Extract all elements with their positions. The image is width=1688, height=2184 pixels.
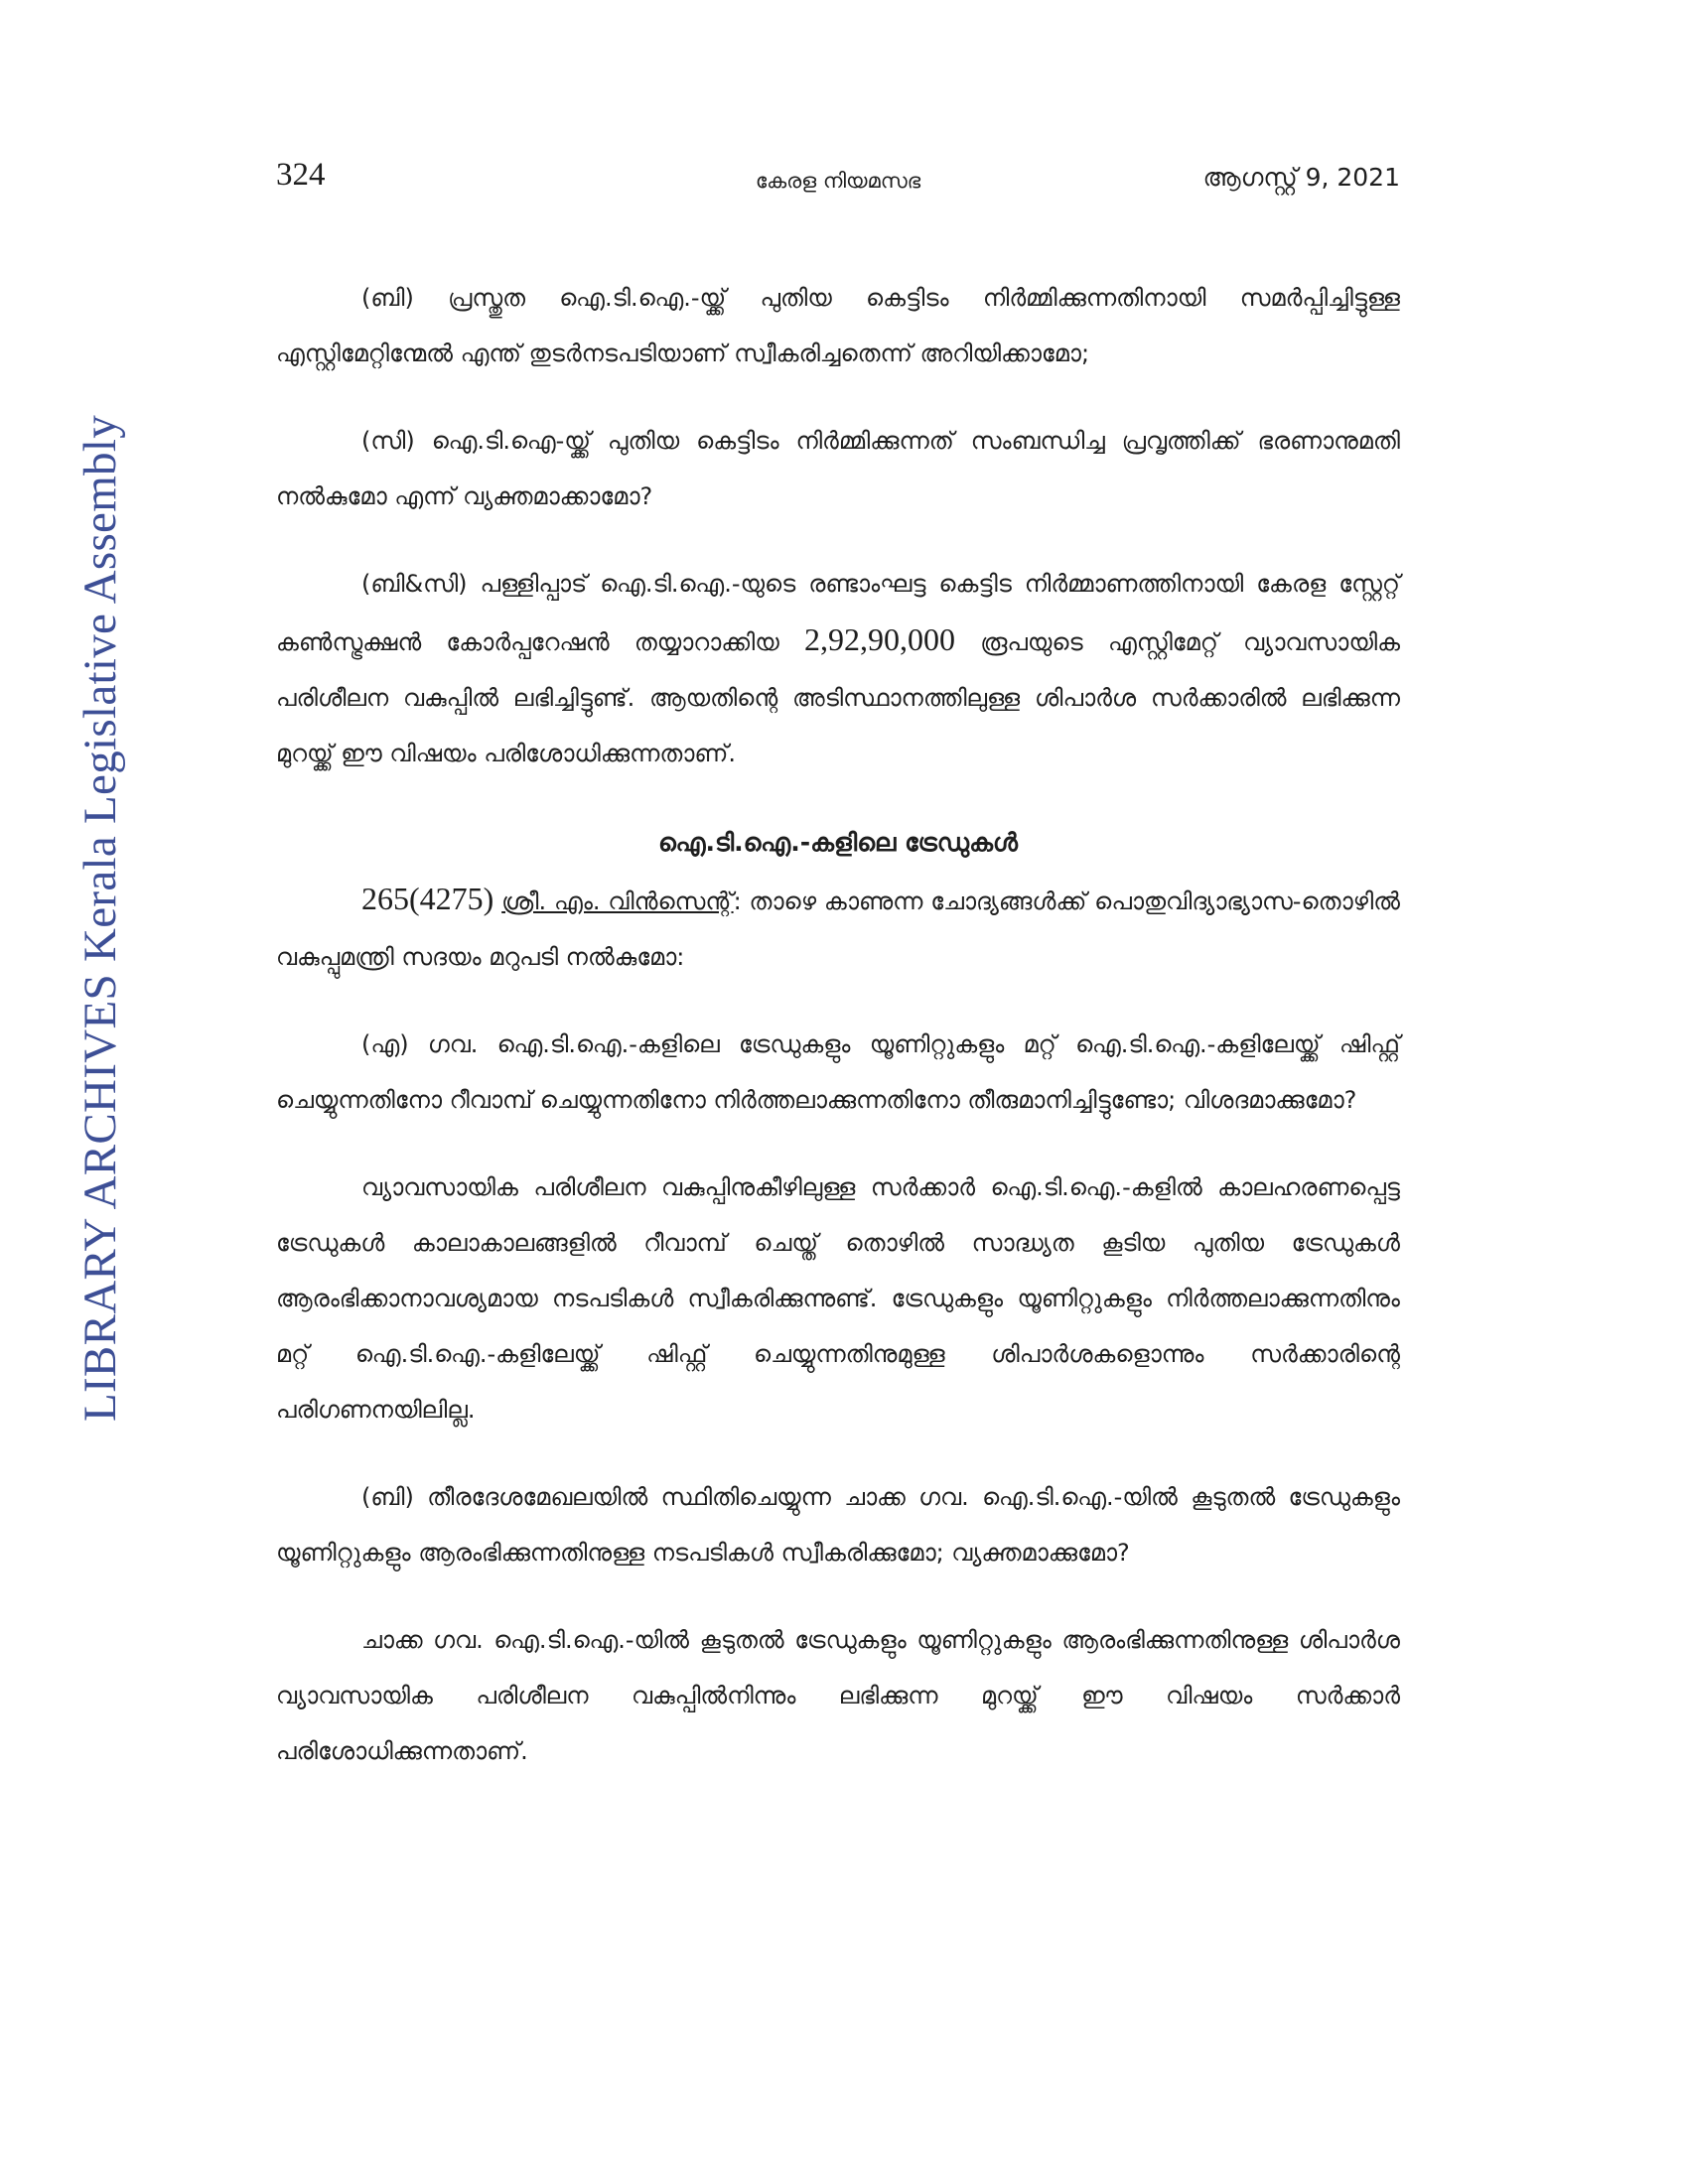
member-name: ശ്രീ. എം. വിൻസെന്റ്	[501, 887, 734, 915]
page-number: 324	[276, 157, 326, 193]
archive-watermark	[60, 268, 141, 1569]
estimate-amount: 2,92,90,000	[803, 621, 955, 657]
answer-a-paragraph: വ്യാവസായിക പരിശീലന വകുപ്പിനുകീഴിലുള്ള സർക്കാർ ഐ.ടി.ഐ.-കളിൽ കാലഹരണപ്പെട്ട ട്രേഡുകൾ കാലാകാലങ്ങളിൽ റീവാമ്പ് ചെയ്ത് തൊഴിൽ സാദ്ധ്യത കൂടിയ പുതിയ ട്രേഡുകൾ ആരംഭിക്കാനാവശ്യമായ നടപടികൾ സ്വീകരിക്കുന്നുണ്ട്. ട്രേഡുകളും യൂണിറ്റുകളും നിർത്തലാക്കുന്നതിനും മറ്റ് ഐ.ടി.ഐ.-കളിലേയ്ക്ക് ഷിഫ്റ്റ് ചെയ്യുന്നതിനുമുള്ള ശിപാർശകളൊന്നും സർക്കാരിന്റെ പരിഗണനയിലില്ല.	[276, 1173, 1400, 1424]
page-header	[276, 157, 1400, 206]
assembly-name: കേരള നിയമസഭ	[755, 169, 921, 193]
question-intro-paragraph	[276, 871, 1400, 985]
section-heading: ഐ.ടി.ഐ.-കളിലെ ട്രേഡുകൾ	[657, 828, 1019, 857]
answer-bc-prefix: (ബി&സി) പള്ളിപ്പാട് ഐ.ടി.ഐ.-യുടെ രണ്ടാംഘട്ട കെട്ടിട നിർമ്മാണത്തിനായി കേരള സ്റ്റേറ്റ് കൺസ്ട്രക്ഷൻ കോർപ്പറേഷൻ തയ്യാറാക്കിയ	[276, 570, 1400, 656]
watermark-text: LIBRARY ARCHIVES Kerala Legislative Assembly	[74, 414, 127, 1423]
question-c-paragraph: (സി) ഐ.ടി.ഐ-യ്ക്ക് പുതിയ കെട്ടിടം നിർമ്മിക്കുന്നത് സംബന്ധിച്ച പ്രവൃത്തിക്ക് ഭരണാനുമതി നൽകുമോ എന്ന് വ്യക്തമാക്കാമോ?	[276, 427, 1400, 510]
question-b-paragraph: (ബി) പ്രസ്തുത ഐ.ടി.ഐ.-യ്ക്ക് പുതിയ കെട്ടിടം നിർമ്മിക്കുന്നതിനായി സമർപ്പിച്ചിട്ടുള്ള എസ്റ്റിമേറ്റിന്മേൽ എന്ത് തുടർനടപടിയാണ് സ്വീകരിച്ചതെന്ന് അറിയിക്കാമോ;	[276, 284, 1400, 367]
answer-bc-suffix: രൂപയുടെ എസ്റ്റിമേറ്റ് വ്യാവസായിക പരിശീലന വകുപ്പിൽ ലഭിച്ചിട്ടുണ്ട്. ആയതിന്റെ അടിസ്ഥാനത്തിലുള്ള ശിപാർശ സർക്കാരിൽ ലഭിക്കുന്ന മുറയ്ക്ക് ഈ വിഷയം പരിശോധിക്കുന്നതാണ്.	[276, 628, 1400, 767]
question-number: 265(4275)	[361, 881, 494, 916]
question-intro-text: : താഴെ കാണുന്ന ചോദ്യങ്ങൾക്ക് പൊതുവിദ്യാഭ്യാസ-തൊഴിൽ വകുപ്പുമന്ത്രി സദയം മറുപടി നൽകുമോ:	[276, 887, 1400, 971]
answer-b2-paragraph: ചാക്ക ഗവ. ഐ.ടി.ഐ.-യിൽ കൂടുതൽ ട്രേഡുകളും യൂണിറ്റുകളും ആരംഭിക്കുന്നതിനുള്ള ശിപാർശ വ്യാവസായിക പരിശീലന വകുപ്പിൽനിന്നും ലഭിക്കുന്ന മുറയ്ക്ക് ഈ വിഷയം സർക്കാർ പരിശോധിക്കുന്നതാണ്.	[276, 1626, 1400, 1765]
question-b2-paragraph: (ബി) തീരദേശമേഖലയിൽ സ്ഥിതിചെയ്യുന്ന ചാക്ക ഗവ. ഐ.ടി.ഐ.-യിൽ കൂടുതൽ ട്രേഡുകളും യൂണിറ്റുകളും ആരംഭിക്കുന്നതിനുള്ള നടപടികൾ സ്വീകരിക്കുമോ; വ്യക്തമാക്കുമോ?	[276, 1483, 1400, 1567]
answer-bc-paragraph	[276, 556, 1400, 781]
header-date: ആഗസ്റ്റ് 9, 2021	[1202, 163, 1400, 192]
question-a-paragraph: (എ) ഗവ. ഐ.ടി.ഐ.-കളിലെ ട്രേഡുകളും യൂണിറ്റുകളും മറ്റ് ഐ.ടി.ഐ.-കളിലേയ്ക്ക് ഷിഫ്റ്റ് ചെയ്യുന്നതിനോ റീവാമ്പ് ചെയ്യുന്നതിനോ നിർത്തലാക്കുന്നതിനോ തീരുമാനിച്ചിട്ടുണ്ടോ; വിശദമാക്കുമോ?	[276, 1030, 1400, 1114]
document-body	[276, 270, 1400, 1779]
